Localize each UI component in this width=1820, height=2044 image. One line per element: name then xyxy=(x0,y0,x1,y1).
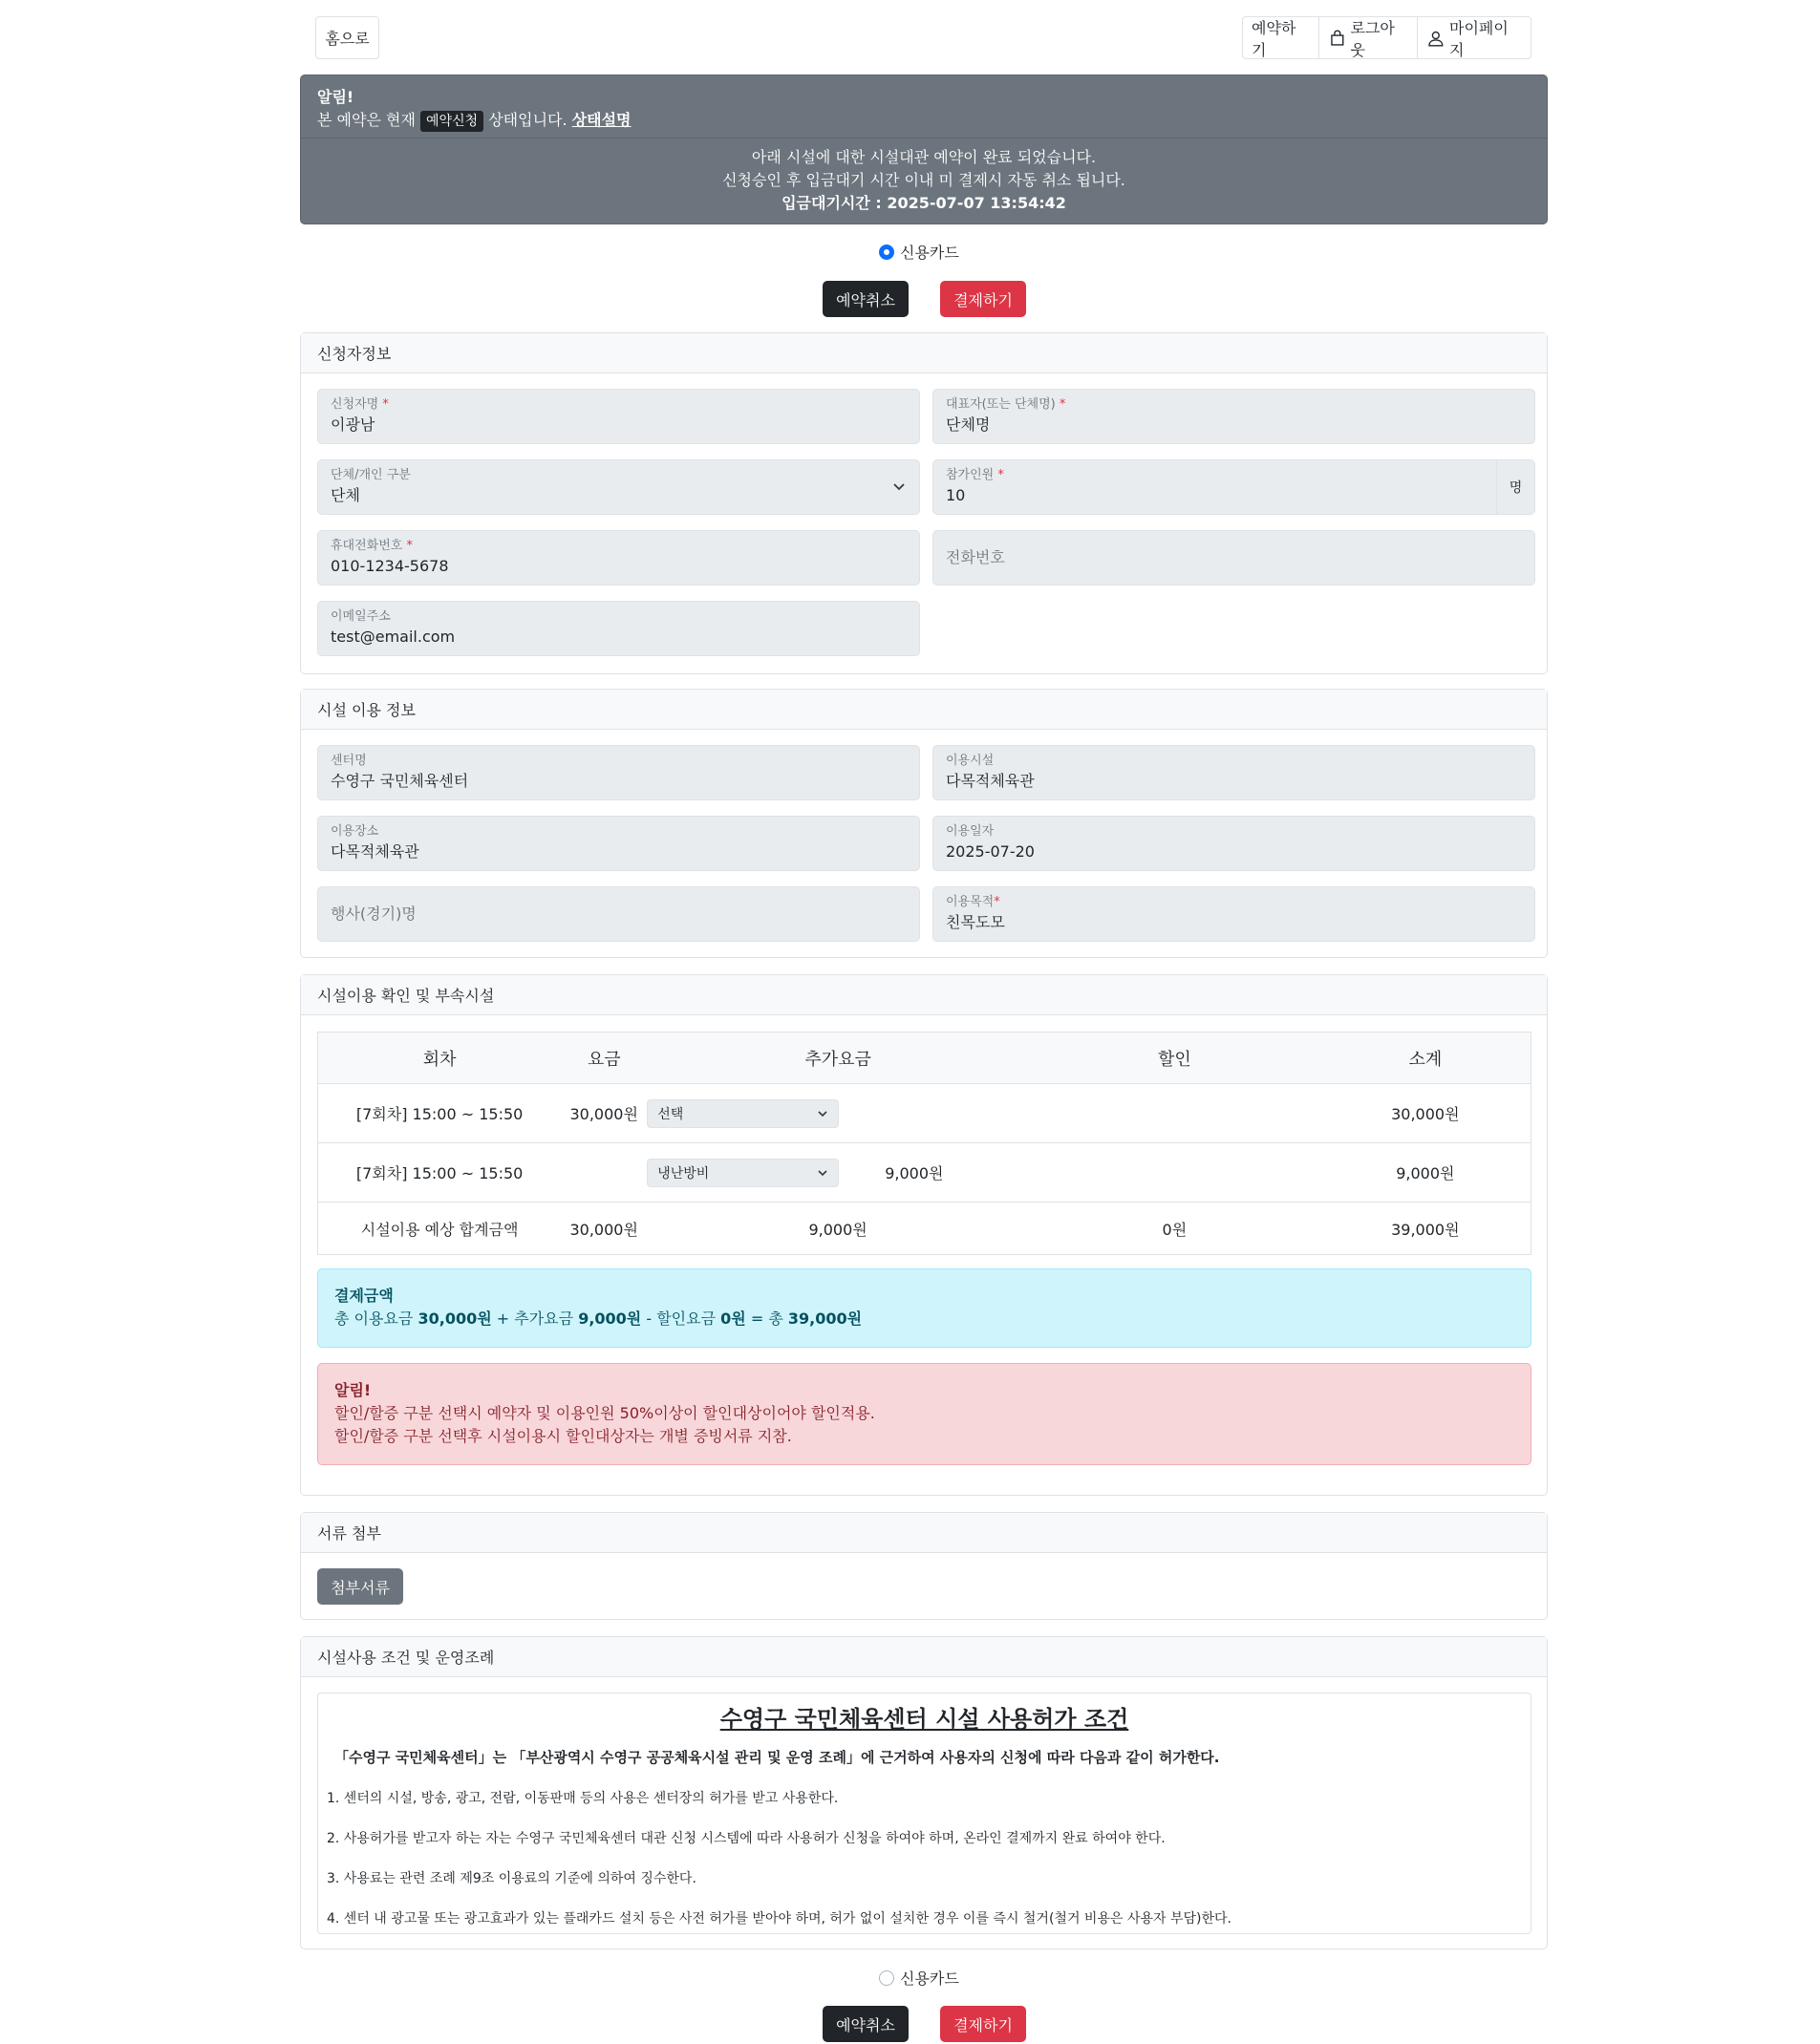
mypage-label: 마이페이지 xyxy=(1448,18,1509,59)
subtotal-cell: 30,000원 xyxy=(1320,1084,1531,1143)
session-cell: [7회차] 15:00 ~ 15:50 xyxy=(318,1084,562,1143)
cancel-reservation-button[interactable]: 예약취소 xyxy=(823,281,909,317)
phone-field[interactable] xyxy=(932,530,1535,586)
table-header-row xyxy=(318,1033,1531,1084)
pay-text-c: + 추가요금 xyxy=(496,1309,574,1328)
applicant-card xyxy=(300,332,1548,674)
pay-total-amount: 39,000원 xyxy=(787,1309,863,1328)
representative-value: 단체명 xyxy=(946,415,991,434)
pay-text-a: 총 이용요금 xyxy=(334,1309,414,1328)
facility-value: 다목적체육관 xyxy=(946,772,1035,790)
radio-unchecked-icon xyxy=(879,1970,894,1986)
table-total-row xyxy=(318,1203,1531,1255)
warning-line-2: 할인/할증 구분 선택후 시설이용시 할인대상자는 개별 증빙서류 지참. xyxy=(334,1427,792,1445)
radio-checked-icon xyxy=(879,245,894,260)
status-badge: 예약신청 xyxy=(420,111,483,132)
mobile-value: 010-1234-5678 xyxy=(331,557,449,575)
center-label: 센터명 xyxy=(331,754,367,768)
purpose-field[interactable] xyxy=(932,886,1535,942)
warning-title: 알림! xyxy=(334,1381,372,1399)
required-mark: * xyxy=(997,468,1004,482)
pay-text-e: - 할인요금 xyxy=(646,1309,717,1328)
subtotal-cell: 9,000원 xyxy=(1320,1143,1531,1203)
payment-summary xyxy=(317,1268,1531,1348)
discount-cell xyxy=(1029,1143,1320,1203)
usage-table xyxy=(317,1032,1531,1255)
center-field xyxy=(317,745,920,800)
facility-card xyxy=(300,689,1548,958)
event-name-placeholder: 행사(경기)명 xyxy=(331,905,417,923)
col-discount: 할인 xyxy=(1029,1033,1320,1084)
extra-option-select[interactable] xyxy=(647,1099,839,1128)
facility-label: 이용시설 xyxy=(946,754,995,768)
required-mark: * xyxy=(382,397,389,412)
email-field[interactable] xyxy=(317,601,920,656)
total-discount: 0원 xyxy=(1162,1220,1188,1239)
docs-header: 서류 첨부 xyxy=(301,1513,1547,1553)
applicant-name-value: 이광남 xyxy=(331,415,375,434)
credit-card-label: 신용카드 xyxy=(900,244,959,262)
warning-line-1: 할인/할증 구분 선택시 예약자 및 이용인원 50%이상이 할인대상이어야 할인적용. xyxy=(334,1404,875,1422)
terms-item: 2. 사용허가를 받고자 하는 자는 수영구 국민체육센터 대관 신청 시스템에 따라 사용허가 신청을 하여야 하며, 온라인 결제까지 완료 하여야 한다. xyxy=(327,1831,1166,1846)
discount-cell xyxy=(1029,1084,1320,1143)
fee-cell: 30,000원 xyxy=(561,1084,647,1143)
table-row xyxy=(318,1143,1531,1203)
alert-text-pre: 본 예약은 현재 xyxy=(317,111,416,129)
attach-docs-button[interactable]: 첨부서류 xyxy=(317,1568,403,1605)
representative-field[interactable] xyxy=(932,389,1535,444)
logout-label: 로그아웃 xyxy=(1350,18,1395,59)
date-field xyxy=(932,816,1535,871)
facility-field xyxy=(932,745,1535,800)
purpose-label: 이용목적 xyxy=(946,895,995,909)
facility-header: 시설 이용 정보 xyxy=(301,690,1547,730)
participants-label: 참가인원 xyxy=(946,468,995,482)
top-nav xyxy=(1242,16,1531,59)
deposit-deadline: 입금대기시간 : 2025-07-07 13:54:42 xyxy=(782,194,1066,212)
required-mark: * xyxy=(1059,397,1066,412)
terms-title: 수영구 국민체육센터 시설 사용허가 조건 xyxy=(719,1706,1129,1733)
applicant-name-label: 신청자명 xyxy=(331,397,379,412)
reserve-label: 예약하기 xyxy=(1252,18,1296,59)
alert-text-post: 상태입니다. xyxy=(488,111,567,129)
col-session: 회차 xyxy=(318,1033,562,1084)
terms-header: 시설사용 조건 및 운영조례 xyxy=(301,1637,1547,1677)
required-mark: * xyxy=(994,895,1000,909)
credit-card-radio-bottom[interactable] xyxy=(879,1967,959,1989)
place-label: 이용장소 xyxy=(331,824,379,839)
fee-cell xyxy=(561,1143,647,1203)
logout-link[interactable] xyxy=(1318,17,1417,58)
cancel-reservation-button-bottom[interactable]: 예약취소 xyxy=(823,2006,909,2042)
total-extra: 9,000원 xyxy=(808,1220,867,1239)
col-extra: 추가요금 xyxy=(647,1033,1029,1084)
email-label: 이메일주소 xyxy=(331,609,391,624)
col-fee: 요금 xyxy=(561,1033,647,1084)
session-cell: [7회차] 15:00 ~ 15:50 xyxy=(318,1143,562,1203)
discount-warning xyxy=(317,1363,1531,1465)
alert-line-2: 신청승인 후 입금대기 시간 이내 미 결제시 자동 취소 됩니다. xyxy=(722,171,1125,189)
participants-field[interactable] xyxy=(932,459,1535,515)
alert-line-1: 아래 시설에 대한 시설대관 예약이 완료 되었습니다. xyxy=(751,148,1097,166)
terms-item: 3. 사용료는 관련 조례 제9조 이용료의 기준에 의하여 징수한다. xyxy=(327,1871,696,1886)
terms-item: 1. 센터의 시설, 방송, 광고, 전람, 이동판매 등의 사용은 센터장의 허가를 받고 사용한다. xyxy=(327,1791,839,1806)
credit-card-radio[interactable] xyxy=(879,241,959,263)
total-fee: 30,000원 xyxy=(569,1220,638,1239)
mobile-label: 휴대전화번호 xyxy=(331,539,403,553)
terms-scroll-box[interactable] xyxy=(317,1693,1531,1934)
col-subtotal: 소계 xyxy=(1320,1033,1531,1084)
participants-value: 10 xyxy=(946,486,966,504)
email-value: test@email.com xyxy=(331,628,456,646)
credit-card-label: 신용카드 xyxy=(900,1969,959,1988)
total-label: 시설이용 예상 합계금액 xyxy=(360,1220,519,1239)
event-name-field[interactable] xyxy=(317,886,920,942)
status-alert xyxy=(300,75,1548,224)
extra-cell: 9,000원 xyxy=(885,1164,944,1182)
mypage-link[interactable] xyxy=(1417,17,1531,58)
user-icon xyxy=(1426,29,1445,48)
group-type-select[interactable] xyxy=(317,459,920,515)
total-subtotal: 39,000원 xyxy=(1391,1220,1460,1239)
home-button[interactable]: 홈으로 xyxy=(315,16,379,59)
docs-card xyxy=(300,1512,1548,1620)
extra-option-value: 선택 xyxy=(657,1106,684,1122)
applicant-header: 신청자정보 xyxy=(301,333,1547,373)
representative-label: 대표자(또는 단체명) xyxy=(946,397,1056,412)
group-type-label: 단체/개인 구분 xyxy=(331,468,411,482)
pay-text-g: = 총 xyxy=(750,1309,783,1328)
usage-header: 시설이용 확인 및 부속시설 xyxy=(301,975,1547,1015)
chevron-down-icon xyxy=(817,1167,828,1179)
date-value: 2025-07-20 xyxy=(946,842,1035,861)
participants-unit: 명 xyxy=(1496,460,1534,514)
chevron-down-icon xyxy=(892,479,906,493)
place-value: 다목적체육관 xyxy=(331,842,419,861)
status-help-link[interactable]: 상태설명 xyxy=(571,111,632,129)
phone-placeholder: 전화번호 xyxy=(946,548,1005,566)
pay-button[interactable]: 결제하기 xyxy=(940,281,1026,317)
payment-summary-title: 결제금액 xyxy=(334,1287,394,1305)
extra-option-select[interactable] xyxy=(647,1159,839,1187)
terms-card xyxy=(300,1636,1548,1949)
group-type-value: 단체 xyxy=(331,486,360,504)
required-mark: * xyxy=(406,539,413,553)
reserve-link[interactable] xyxy=(1243,17,1318,58)
applicant-name-field[interactable] xyxy=(317,389,920,444)
alert-title: 알림! xyxy=(317,88,354,106)
purpose-value: 친목도모 xyxy=(946,913,1005,931)
pay-extra-amount: 9,000원 xyxy=(578,1309,642,1328)
center-value: 수영구 국민체육센터 xyxy=(331,772,469,790)
mobile-field[interactable] xyxy=(317,530,920,586)
pay-discount-amount: 0원 xyxy=(720,1309,746,1328)
terms-item: 4. 센터 내 광고물 또는 광고효과가 있는 플래카드 설치 등은 사전 허가를 받아야 하며, 허가 없이 설치한 경우 이를 즉시 철거(철거 비용은 사용자 부담)한다. xyxy=(327,1911,1231,1927)
table-row xyxy=(318,1084,1531,1143)
terms-intro: 「수영구 국민체육센터」는 「부산광역시 수영구 공공체육시설 관리 및 운영 조례」에 근거하여 사용자의 신청에 따라 다음과 같이 허가한다. xyxy=(334,1749,1220,1766)
pay-button-bottom[interactable]: 결제하기 xyxy=(940,2006,1026,2042)
date-label: 이용일자 xyxy=(946,824,995,839)
extra-option-value: 냉난방비 xyxy=(657,1165,710,1182)
place-field xyxy=(317,816,920,871)
bag-icon xyxy=(1328,29,1347,48)
chevron-down-icon xyxy=(817,1108,828,1119)
usage-card xyxy=(300,974,1548,1496)
pay-base-amount: 30,000원 xyxy=(418,1309,492,1328)
